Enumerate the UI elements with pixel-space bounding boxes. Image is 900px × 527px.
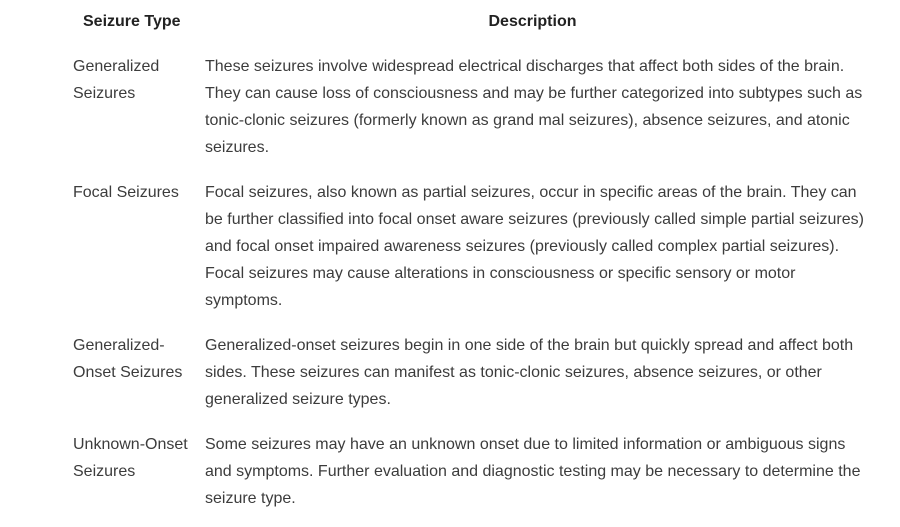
description-cell: These seizures involve widespread electrical discharges that affect both sides of the brain. They can cause loss of consciousness and may be further categorized into subtypes such as tonic-clonic seizures (formerly known as grand mal seizures), absence seizures, and atonic seizures. [205, 58, 863, 156]
seizure-type-cell: Unknown-Onset Seizures [73, 436, 188, 480]
column-header-seizure-type: Seizure Type [83, 13, 181, 30]
description-cell: Some seizures may have an unknown onset due to limited information or ambiguous signs and symptoms. Further evaluation and diagnostic testing may be necessary to determine the seizure type. [205, 436, 861, 507]
description-cell: Generalized-onset seizures begin in one side of the brain but quickly spread and affect both sides. These seizures can manifest as tonic-clonic seizures, absence seizures, or other generalized seizure types. [205, 337, 854, 408]
seizure-type-cell: Generalized-Onset Seizures [73, 337, 183, 381]
seizure-type-cell: Focal Seizures [73, 184, 179, 201]
description-cell: Focal seizures, also known as partial seizures, occur in specific areas of the brain. They can be further classified into focal onset aware seizures (previously called simple partial seizures) and focal onset impaired awareness seizures (previously called complex partial seizures). Focal seizures may cause alterations in consciousness or specific sensory or motor symptoms. [205, 184, 864, 309]
table-header-row [0, 10, 900, 34]
column-header-description: Description [488, 13, 577, 30]
seizure-type-cell: Generalized Seizures [73, 58, 160, 102]
